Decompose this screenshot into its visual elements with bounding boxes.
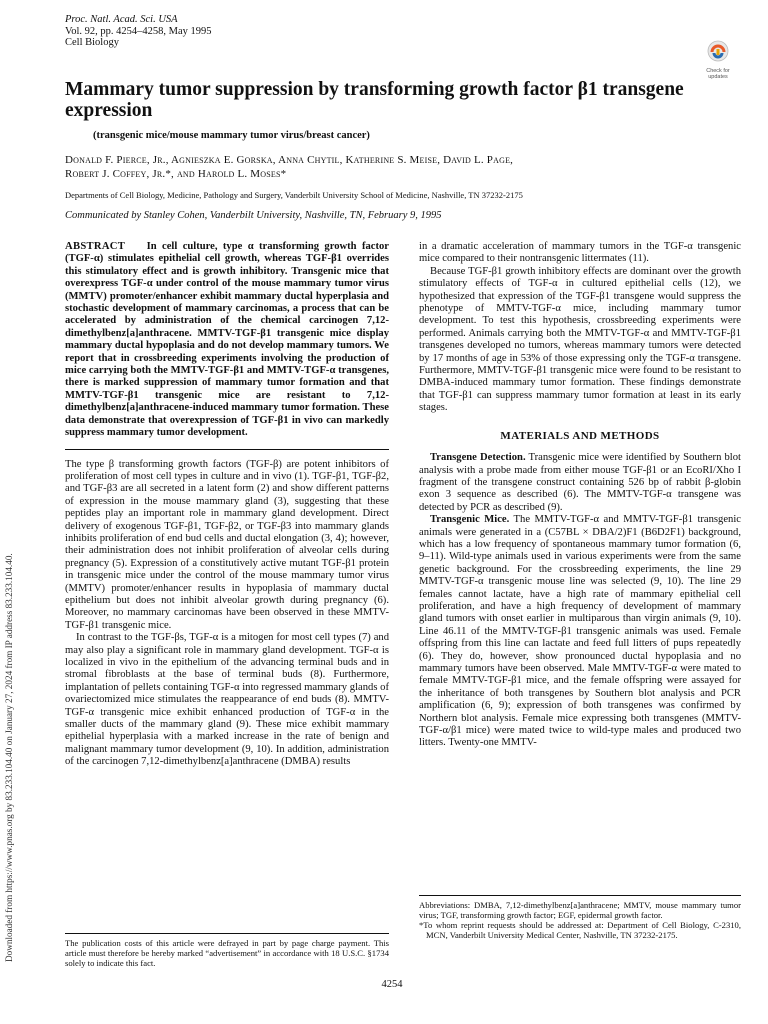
affiliation: Departments of Cell Biology, Medicine, Pathology and Surgery, Vanderbilt University School of Medicine, Nashville, TN 37232-2175 [65, 190, 523, 200]
keywords: (transgenic mice/mouse mammary tumor virus/breast cancer) [93, 130, 370, 141]
intro-paragraph-2: In contrast to the TGF-βs, TGF-α is a mitogen for most cell types (7) and may also play a significant role in mammary gland development. TGF-α is localized in vivo in the epithelium of the advancing terminal buds and in stromal fibroblasts at the base of terminal buds (8). Furthermore, implantation of pellets containing TGF-α into regressed mammary glands of ovariectomized mice stimulates the reappearance of end buds (8). MMTV-TGF-α transgenic mice exhibit enhanced production of TGF-α in the smaller ducts of the mammary gland (9). These mice exhibit mammary epithelial hyperplasia with a marked increase in the rate of benign and malignant mammary tumor development (9, 10). In addition, administration of the carcinogen 7,12-dimethylbenz[a]anthracene (DMBA) results [65, 632, 389, 768]
transgene-detection-heading: Transgene Detection. [430, 452, 526, 464]
right-footnotes [419, 895, 741, 940]
right-column [419, 241, 741, 750]
check-for-updates-badge[interactable] [701, 40, 735, 80]
cost-footnote-text: The publication costs of this article were defrayed in part by page charge payment. This article must therefore be hereby marked “advertisement” in accordance with 18 U.S.C. §1734 solely to indicate this fact. [65, 938, 389, 968]
download-sidebar-note: Downloaded from https://www.pnas.org by 83.233.104.40 on January 27, 2024 from IP address 83.233.104.40. [4, 553, 14, 962]
section-label: Cell Biology [65, 37, 119, 48]
abbreviations-footnote: Abbreviations: DMBA, 7,12-dimethylbenz[a]anthracene; MMTV, mouse mammary tumor virus; TGF, transforming growth factor; EGF, epidermal growth factor. [419, 900, 741, 920]
authors-line-2: Robert J. Coffey, Jr.*, and Harold L. Moses* [65, 168, 287, 180]
cost-footnote [65, 933, 389, 968]
left-column [65, 241, 389, 769]
authors-line-1: Donald F. Pierce, Jr., Agnieszka E. Gorska, Anna Chytil, Katherine S. Meise, David L. Page, [65, 154, 514, 166]
footnote-divider-right [419, 895, 741, 896]
article-title: Mammary tumor suppression by transforming growth factor β1 transgene expression [65, 79, 684, 121]
volume-info: Vol. 92, pp. 4254–4258, May 1995 [65, 25, 212, 37]
authors [65, 153, 745, 181]
journal-header [65, 14, 212, 49]
communicated-by: Communicated by Stanley Cohen, Vanderbilt University, Nashville, TN, February 9, 1995 [65, 210, 442, 221]
check-for-updates-icon [707, 40, 729, 62]
correspondence-footnote: *To whom reprint requests should be addressed at: Department of Cell Biology, C-2310, MCN, Vanderbilt University Medical Center, Nashville, TN 37232-2175. [419, 920, 741, 940]
abstract-divider [65, 449, 389, 450]
footnote-divider [65, 933, 389, 934]
badge-label: Check for updates [706, 68, 730, 80]
section-heading-methods: MATERIALS AND METHODS [500, 429, 660, 442]
intro-paragraph-1: The type β transforming growth factors (TGF-β) are potent inhibitors of proliferation of most cell types in culture and in vivo (1). TGF-β1, TGF-β2, and TGF-β3 are all secreted in a latent form (2) and show different patterns of expression in the mouse mammary gland (3), suggesting that these peptides play an important role in mammary gland development. Direct delivery of exogenous TGF-β1, TGF-β2, or TGF-β3 into mammary glands inhibits proliferation of end bud cells and ductal elongation (3, 4); however, their administration does not inhibit proliferation of alveolar cells during pregnancy (5). Expression of a constitutively active mutant TGF-β1 protein in transgenic mice under the control of the mouse mammary tumor virus (MMTV) promoter/enhancer results in hypoplasia of mammary ductal epithelium but does not inhibit alveolar growth during pregnancy (6). Moreover, no mammary carcinomas have been observed in these MMTV-TGF-β1 transgenic mice. [65, 458, 389, 631]
abstract-text: In cell culture, type α transforming growth factor (TGF-α) stimulates epithelial cell growth, whereas TGF-β1 overrides this stimulatory effect and is growth inhibitory. Transgenic mice that overexpress TGF-α under control of the mouse mammary tumor virus (MMTV) promoter/enhancer exhibit mammary ductal hyperplasia and stochastic development of mammary carcinomas, a process that can be accelerated by administration of the chemical carcinogen 7,12-dimethylbenz[a]anthracene. MMTV-TGF-β1 transgenic mice display mammary ductal hypoplasia and do not develop mammary tumors. We report that in crossbreeding experiments involving the production of mice carrying both the MMTV-TGF-β1 and MMTV-TGF-α transgenes, there is marked suppression of mammary tumor formation and that MMTV-TGF-β1 transgenic mice are resistant to 7,12-dimethylbenz[a]anthracene-induced mammary tumor formation. These data demonstrate that overexpression of TGF-β1 in vivo can markedly suppress mammary tumor development. [65, 241, 390, 439]
abstract [65, 241, 389, 440]
transgenic-mice-paragraph [419, 514, 741, 750]
abstract-heading: ABSTRACT [65, 241, 126, 252]
right-paragraph-0: in a dramatic acceleration of mammary tumors in the TGF-α transgenic mice compared to their nontransgenic littermates (11). [419, 241, 741, 265]
transgenic-mice-text: The MMTV-TGF-α and MMTV-TGF-β1 transgenic animals were generated in a (C57BL × DBA/2)F1 (B6D2F1) background, which has a low frequency of spontaneous mammary tumor formation (6, 9–11). Wild-type animals used in various experiments were from the same genetic background. For the crossbreeding experiments, the line 29 MMTV-TGF-α transgenic mouse line was selected (9, 10). The line 29 females cannot lactate, have a high rate of mammary epithelial cell proliferation, and have a high frequency of development of mammary gland tumors with onset earlier in multiparous than virgin animals (9, 10). Line 46.11 of the MMTV-TGF-β1 transgenic animals was used. Female offspring from this line can lactate and feed full litters of pups repeatedly (6). They do, however, show pronounced ductal hypoplasia and no mammary tumors have been observed. Male MMTV-TGF-α were mated to female MMTV-TGF-β1 mice, and the female offspring were assayed for the inheritance of both transgenes by Southern blot analysis and PCR amplification (6, 9); expression of both transgenes was confirmed by Northern blot analysis. Female mice expressing both transgenes (MMTV-TGF-α/β1 mice) were mated twice to wild-type males and produced two litters. Twenty-one MMTV- [419, 514, 741, 749]
transgene-detection-paragraph [419, 452, 741, 514]
page-number: 4254 [381, 979, 403, 990]
transgenic-mice-heading: Transgenic Mice. [430, 514, 510, 526]
right-paragraph-1: Because TGF-β1 growth inhibitory effects are dominant over the growth stimulatory effects of TGF-α in cultured epithelial cells (12), we hypothesized that expression of the TGF-β1 transgene would suppress the phenotype of MMTV-TGF-α mice, including mammary tumor development. To test this hypothesis, crossbreeding experiments were performed. Animals carrying both the MMTV-TGF-α and MMTV-TGF-β1 transgenes developed no tumors, whereas mammary tumors were detected by 17 months of age in 53% of those expressing only the TGF-α transgene. Furthermore, MMTV-TGF-β1 transgenic mice were found to be resistant to DMBA-induced mammary tumor formation. These findings demonstrate that TGF-β1 can suppress mammary tumor formation at least in its early stages. [419, 265, 741, 414]
journal-name: Proc. Natl. Acad. Sci. USA [65, 14, 178, 25]
transgene-detection-text: Transgenic mice were identified by Southern blot analysis with a probe made from either mouse TGF-β1 or an EcoRI/Xho I fragment of the transgene construct containing 526 bp of rabbit β-globin exon 3 sequence as described (6). The MMTV-TGF-α transgene was detected by PCR as described (9). [419, 452, 741, 513]
